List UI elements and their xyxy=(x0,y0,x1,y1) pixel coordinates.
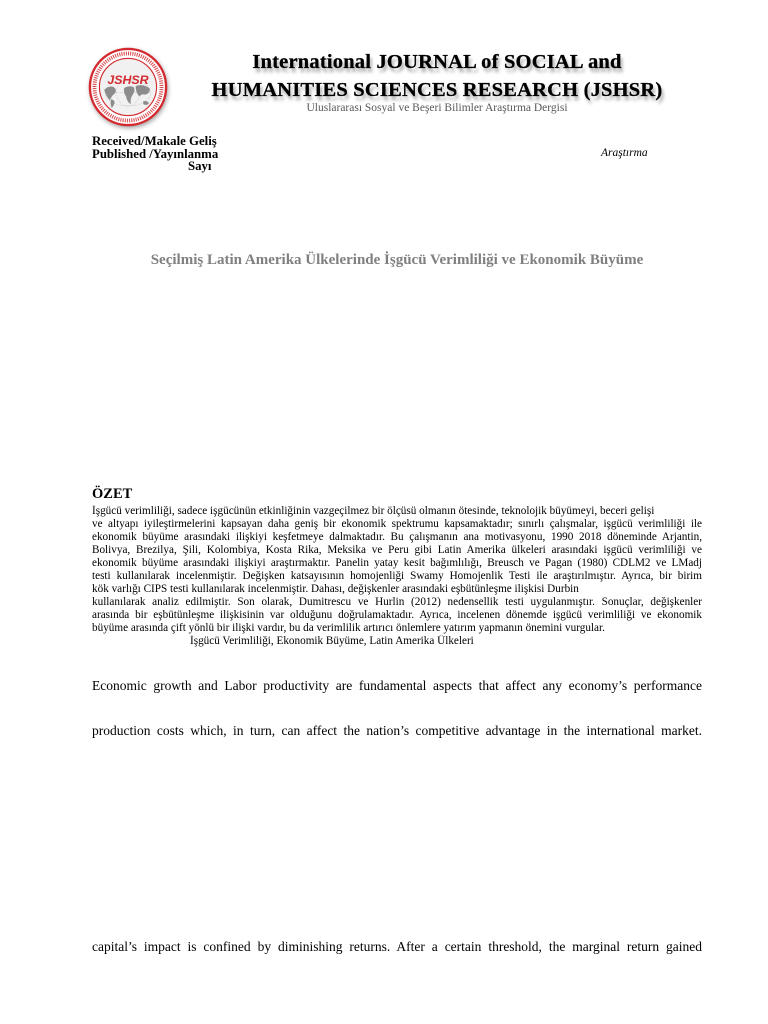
article-title: Seçilmiş Latin Amerika Ülkelerinde İşgücü Verimliliği ve Ekonomik Büyüme xyxy=(150,252,644,268)
abstract-line: testi kullanılarak incelenmiştir. Değişken katsayısının homojenliği Swamy Homojenlik Testi ile araştırılmıştır. Ayrıca, bir birim xyxy=(92,570,702,582)
abstract-line: kullanılarak analiz edilmiştir. Son olarak, Dumitrescu ve Hurlin (2012) nedensellik testi uygulanmıştır. Sonuçlar, değişkenler xyxy=(92,596,702,608)
abstract-line: ve altyapı iyileştirmelerini kapsayan daha geniş bir ekonomik spektrumu kapsamaktadır; sınırlı çalışmalar, işgücü verimliliği ile xyxy=(92,518,702,530)
abstract-heading: ÖZET xyxy=(92,486,133,502)
abstract-line: Bolivya, Brezilya, Şili, Kolombiya, Kosta Rika, Meksika ve Peru gibi Latin Amerika ülkeleri arasındaki işgücü verimliliği ve xyxy=(92,544,702,556)
abstract-line: ekonomik büyüme arasındaki ilişkiyi keşfetmeye dalmaktadır. Bu çalışmanın ana motivasyonu, 1990 2018 döneminde Arjantin, xyxy=(92,531,702,543)
abstract-body xyxy=(92,505,702,648)
abstract-line: büyüme arasında çift yönlü bir ilişki vardır, bu da verimlilik artırıcı önlemlere yatırım yapmanın önemini vurgular. xyxy=(92,622,605,634)
issue-label: Sayı xyxy=(188,159,212,173)
journal-subtitle: Uluslararası Sosyal ve Beşeri Bilimler Araştırma Dergisi xyxy=(306,102,568,114)
received-label: Received/Makale Geliş xyxy=(92,134,217,148)
abstract-line: kök varlığı CIPS testi kullanılarak incelenmiştir. Dahası, değişkenler arasındaki eşbütünleşme ilişkisi Durbin xyxy=(92,583,579,595)
keywords: İşgücü Verimliliği, Ekonomik Büyüme, Latin Amerika Ülkeleri xyxy=(190,635,474,647)
logo-text: JSHSR xyxy=(107,73,149,88)
journal-title-line2: HUMANITIES SCIENCES RESEARCH (JSHSR) xyxy=(211,79,663,101)
abstract-line: İşgücü verimliliği, sadece işgücünün etkinliğinin vazgeçilmez bir ölçüsü olmanın ötesinde, teknolojik büyümeyi, beceri gelişi xyxy=(92,505,655,517)
article-type-label: Araştırma xyxy=(601,147,648,159)
body-line: capital’s impact is confined by diminishing returns. After a certain threshold, the marginal return gained xyxy=(92,939,702,954)
abstract-line: arasında bir eşbütünleşme ilişkisinin var olduğunu doğrulamaktadır. Ayrıca, incelenen dönemde işgücü verimliliği ve ekonomik xyxy=(92,609,702,621)
abstract-line: ekonomik büyüme arasındaki ilişkiyi araştırmaktır. Panelin yatay kesit bağımlılığı, Breusch ve Pagan (1980) CDLM2 ve LMadj xyxy=(92,557,702,569)
body-line: Economic growth and Labor productivity are fundamental aspects that affect any economy’s performance xyxy=(92,678,702,693)
published-label: Published /Yayınlanma xyxy=(92,147,219,161)
body-line: production costs which, in turn, can affect the nation’s competitive advantage in the international market. xyxy=(92,723,702,738)
journal-title-line1: International JOURNAL of SOCIAL and xyxy=(252,51,622,73)
